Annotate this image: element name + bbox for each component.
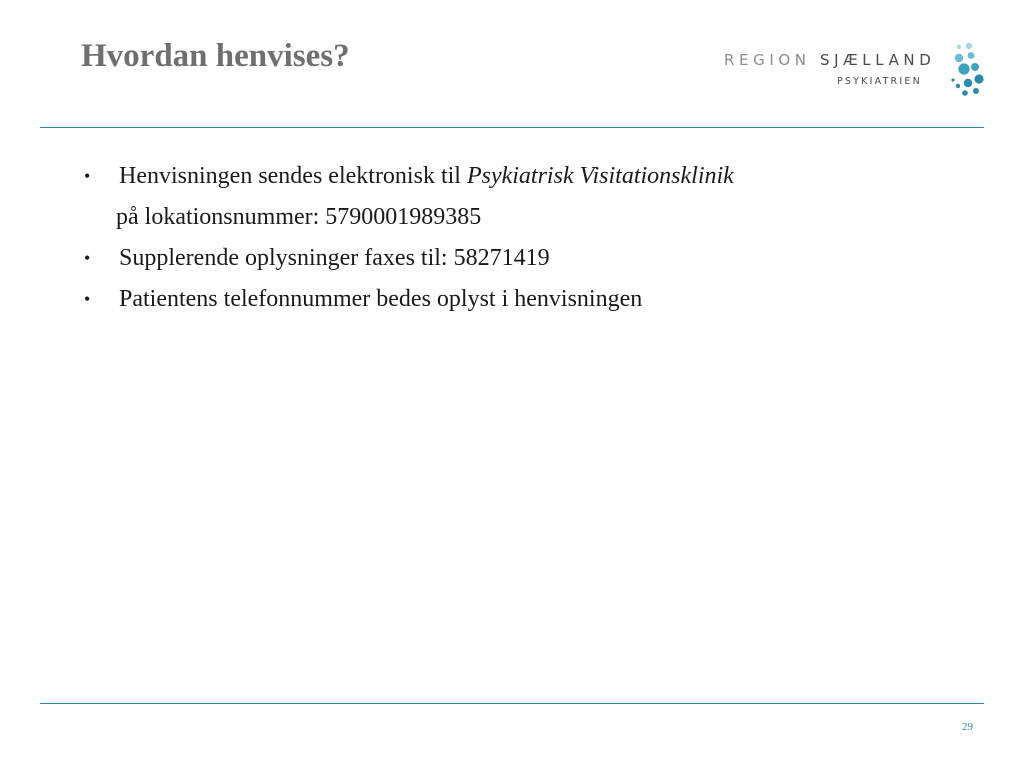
bullet-text: Patientens telefonnummer bedes oplyst i henvisningen [119,286,643,312]
logo-dots-icon [948,42,988,98]
bullet-text-plain: Henvisningen sendes elektronisk til [119,163,467,189]
bullet-text: Supplerende oplysninger faxes til: 58271419 [119,245,550,271]
page-number: 29 [962,721,973,733]
logo-subtitle: PSYKIATRIEN [837,76,922,87]
header-divider [40,127,984,128]
bullet-text-italic: Psykiatrisk Visitationsklinik [466,163,734,189]
slide-title: Hvordan henvises? [81,38,350,74]
bullet-marker: • [84,248,91,268]
bullet-text [119,156,734,197]
logo-sjaelland-text: SJÆLLAND [819,51,936,69]
bullet-continuation: på lokationsnummer: 5790001989385 [116,204,482,230]
logo-wordmark [724,51,935,69]
logo-region-text: REGION [724,51,811,69]
region-sjaelland-logo [720,42,990,102]
bullet-marker: • [84,166,91,186]
bullet-marker: • [84,289,91,309]
footer-divider [40,703,984,704]
